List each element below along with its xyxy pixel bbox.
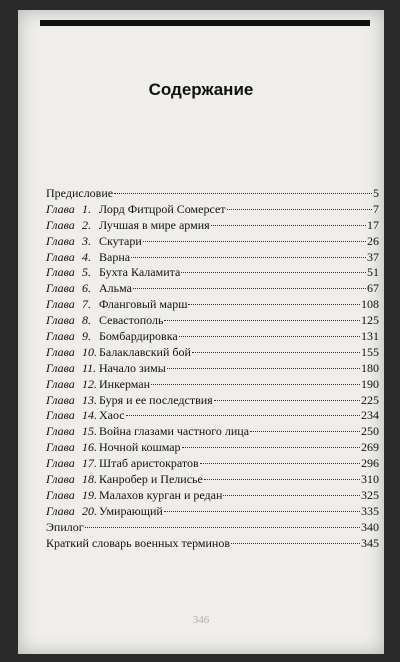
chapter-word: Глава bbox=[46, 487, 75, 502]
chapter-word: Глава bbox=[46, 201, 75, 216]
toc-entry bbox=[46, 488, 379, 504]
dot-leader bbox=[126, 415, 360, 416]
dot-leader bbox=[204, 479, 360, 480]
dot-leader bbox=[223, 495, 360, 496]
chapter-word: Глава bbox=[46, 472, 75, 487]
entry-title: Бомбардировка bbox=[99, 329, 178, 344]
entry-title: Фланговый марш bbox=[99, 297, 188, 312]
table-of-contents bbox=[46, 186, 379, 551]
toc-entry bbox=[46, 265, 379, 281]
chapter-word: Глава bbox=[46, 456, 75, 471]
dot-leader bbox=[179, 336, 360, 337]
toc-entry bbox=[46, 520, 379, 536]
entry-title: Варна bbox=[99, 249, 131, 264]
chapter-number: 17. bbox=[82, 456, 97, 471]
chapter-word: Глава bbox=[46, 217, 75, 232]
chapter-number: 16. bbox=[82, 440, 97, 455]
entry-page: 325 bbox=[361, 487, 379, 502]
entry-title: Скутари bbox=[99, 233, 142, 248]
chapter-number: 15. bbox=[82, 424, 97, 439]
toc-entry bbox=[46, 472, 379, 488]
chapter-number: 19. bbox=[82, 487, 97, 502]
entry-page: 37 bbox=[367, 249, 379, 264]
entry-page: 5 bbox=[373, 186, 379, 200]
toc-entry bbox=[46, 504, 379, 520]
chapter-number: 1. bbox=[82, 201, 91, 216]
dot-leader bbox=[181, 272, 366, 273]
entry-page: 225 bbox=[361, 392, 379, 407]
chapter-word: Глава bbox=[46, 297, 75, 312]
dot-leader bbox=[151, 384, 360, 385]
chapter-word: Глава bbox=[46, 233, 75, 248]
toc-entry bbox=[46, 377, 379, 393]
toc-entry bbox=[46, 424, 379, 440]
entry-title: Хаос bbox=[99, 408, 125, 423]
toc-entry bbox=[46, 250, 379, 266]
dot-leader bbox=[192, 352, 360, 353]
chapter-number: 4. bbox=[82, 249, 91, 264]
entry-page: 108 bbox=[361, 297, 379, 312]
dot-leader bbox=[182, 447, 360, 448]
entry-title: Лорд Фитцрой Сомерсет bbox=[99, 201, 226, 216]
chapter-word: Глава bbox=[46, 424, 75, 439]
entry-page: 67 bbox=[367, 281, 379, 296]
dot-leader bbox=[214, 400, 360, 401]
toc-entry bbox=[46, 536, 379, 552]
toc-entry bbox=[46, 393, 379, 409]
chapter-number: 6. bbox=[82, 281, 91, 296]
dot-leader bbox=[200, 463, 360, 464]
dot-leader bbox=[164, 320, 360, 321]
chapter-word: Глава bbox=[46, 249, 75, 264]
entry-title: Предисловие bbox=[46, 186, 114, 200]
entry-title: Малахов курган и редан bbox=[99, 487, 223, 502]
entry-page: 190 bbox=[361, 376, 379, 391]
chapter-number: 9. bbox=[82, 329, 91, 344]
chapter-word: Глава bbox=[46, 281, 75, 296]
toc-entry bbox=[46, 218, 379, 234]
entry-title: Начало зимы bbox=[99, 360, 166, 375]
chapter-number: 8. bbox=[82, 313, 91, 328]
toc-entry bbox=[46, 234, 379, 250]
entry-title: Инкерман bbox=[99, 376, 151, 391]
entry-page: 345 bbox=[361, 535, 379, 550]
chapter-number: 20. bbox=[82, 503, 97, 518]
entry-page: 269 bbox=[361, 440, 379, 455]
entry-page: 17 bbox=[367, 217, 379, 232]
entry-page: 125 bbox=[361, 313, 379, 328]
toc-entry bbox=[46, 186, 379, 202]
toc-entry bbox=[46, 440, 379, 456]
chapter-word: Глава bbox=[46, 503, 75, 518]
chapter-number: 18. bbox=[82, 472, 97, 487]
chapter-word: Глава bbox=[46, 408, 75, 423]
entry-page: 131 bbox=[361, 329, 379, 344]
dot-leader bbox=[250, 431, 360, 432]
chapter-word: Глава bbox=[46, 265, 75, 280]
toc-entry bbox=[46, 408, 379, 424]
entry-page: 335 bbox=[361, 503, 379, 518]
chapter-number: 3. bbox=[82, 233, 91, 248]
chapter-word: Глава bbox=[46, 392, 75, 407]
toc-entry bbox=[46, 281, 379, 297]
entry-title: Балаклавский бой bbox=[99, 344, 191, 359]
chapter-number: 7. bbox=[82, 297, 91, 312]
book-page bbox=[18, 10, 384, 654]
dot-leader bbox=[133, 288, 366, 289]
entry-page: 310 bbox=[361, 472, 379, 487]
entry-title: Канробер и Пелисье bbox=[99, 472, 203, 487]
dot-leader bbox=[231, 543, 360, 544]
chapter-number: 14. bbox=[82, 408, 97, 423]
dot-leader bbox=[114, 193, 372, 194]
chapter-word: Глава bbox=[46, 344, 75, 359]
dot-leader bbox=[131, 257, 366, 258]
toc-entry bbox=[46, 361, 379, 377]
entry-page: 250 bbox=[361, 424, 379, 439]
chapter-number: 10. bbox=[82, 344, 97, 359]
entry-title: Бухта Каламита bbox=[99, 265, 181, 280]
entry-title: Ночной кошмар bbox=[99, 440, 181, 455]
toc-entry bbox=[46, 345, 379, 361]
entry-title: Краткий словарь военных терминов bbox=[46, 535, 231, 550]
entry-page: 155 bbox=[361, 344, 379, 359]
chapter-number: 11. bbox=[82, 360, 97, 375]
entry-page: 340 bbox=[361, 519, 379, 534]
entry-title: Севастополь bbox=[99, 313, 164, 328]
top-rule bbox=[40, 20, 370, 26]
entry-page: 234 bbox=[361, 408, 379, 423]
toc-entry bbox=[46, 456, 379, 472]
page-number: 346 bbox=[192, 614, 210, 626]
entry-page: 180 bbox=[361, 360, 379, 375]
bleed-through-text-top bbox=[40, 32, 375, 192]
entry-title: Умирающий bbox=[99, 503, 163, 518]
toc-entry bbox=[46, 202, 379, 218]
entry-title: Лучшая в мире армия bbox=[99, 217, 210, 232]
chapter-word: Глава bbox=[46, 376, 75, 391]
toc-entry bbox=[46, 313, 379, 329]
chapter-number: 13. bbox=[82, 392, 97, 407]
dot-leader bbox=[188, 304, 360, 305]
chapter-number: 2. bbox=[82, 217, 91, 232]
chapter-word: Глава bbox=[46, 329, 75, 344]
toc-entry bbox=[46, 297, 379, 313]
chapter-word: Глава bbox=[46, 313, 75, 328]
entry-page: 26 bbox=[367, 233, 379, 248]
entry-title: Альма bbox=[99, 281, 132, 296]
entry-page: 296 bbox=[361, 456, 379, 471]
dot-leader bbox=[211, 225, 366, 226]
dot-leader bbox=[85, 527, 360, 528]
toc-entry bbox=[46, 329, 379, 345]
dot-leader bbox=[164, 511, 360, 512]
chapter-word: Глава bbox=[46, 360, 75, 375]
chapter-word: Глава bbox=[46, 440, 75, 455]
dot-leader bbox=[167, 368, 360, 369]
entry-page: 7 bbox=[373, 201, 379, 216]
entry-title: Эпилог bbox=[46, 519, 84, 534]
page-title: Содержание bbox=[148, 80, 254, 99]
dot-leader bbox=[227, 209, 372, 210]
chapter-number: 12. bbox=[82, 376, 97, 391]
entry-title: Штаб аристократов bbox=[99, 456, 199, 471]
chapter-number: 5. bbox=[82, 265, 91, 280]
dot-leader bbox=[143, 241, 366, 242]
entry-page: 51 bbox=[367, 265, 379, 280]
entry-title: Война глазами частного лица bbox=[99, 424, 250, 439]
entry-title: Буря и ее последствия bbox=[99, 392, 213, 407]
